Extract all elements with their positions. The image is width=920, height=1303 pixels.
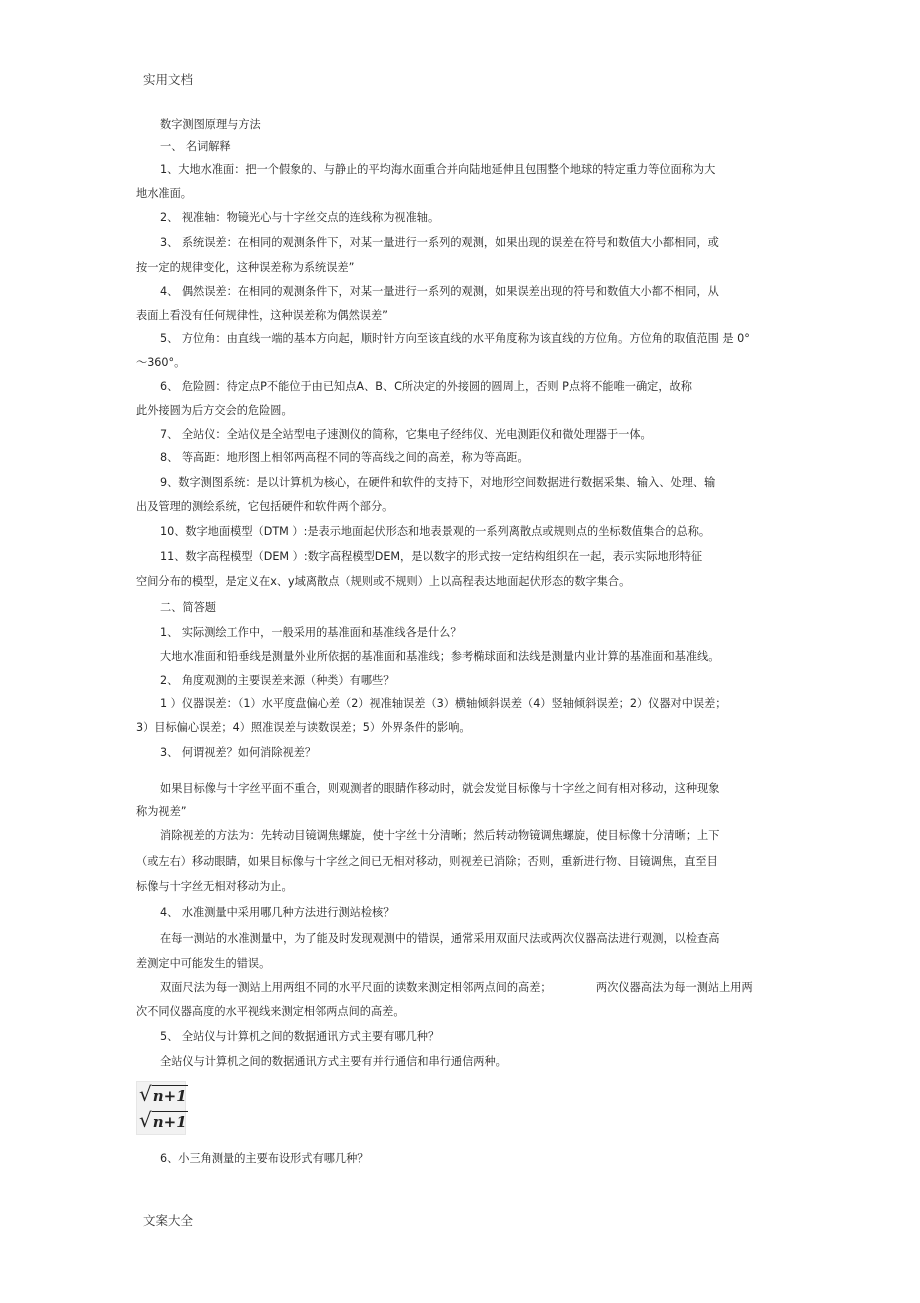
- answer: 两次仪器高法为每一测站上用两: [596, 981, 753, 994]
- definition-item: 2、 视准轴：物镜光心与十字丝交点的连线称为视准轴。: [160, 211, 440, 224]
- formula-image: [136, 1081, 186, 1135]
- definition-item: 7、 全站仪：全站仪是全站型电子速测仪的简称，它集电子经纬仪、光电测距仪和微处理器于一体。: [160, 428, 652, 441]
- answer-cont: 称为视差”: [136, 805, 187, 818]
- radical-icon: √: [139, 1108, 152, 1132]
- definition-item: 10、数字地面模型（DTM ）:是表示地面起伏形态和地表景观的一系列离散点或规则点的坐标数值集合的总称。: [160, 525, 711, 538]
- question: 4、 水准测量中采用哪几种方法进行测站检核？: [160, 906, 395, 919]
- answer-cont: （或左右）移动眼睛，如果目标像与十字丝之间已无相对移动，则视差已消除；否则，重新进行物、目镜调焦，直至目: [136, 855, 718, 868]
- answer: 1 ）仪器误差：（1）水平度盘偏心差（2）视准轴误差（3）横轴倾斜误差（4）竖轴倾斜误差；2）仪器对中误差；: [160, 697, 727, 710]
- answer: 在每一测站的水准测量中，为了能及时发现观测中的错误，通常采用双面尺法或两次仪器高法进行观测，以检查高: [160, 932, 720, 945]
- question: 6、小三角测量的主要布设形式有哪几种？: [160, 1152, 369, 1165]
- answer-cont: 差测定中可能发生的错误。: [136, 957, 271, 970]
- definition-item: 1、大地水准面：把一个假象的、与静止的平均海水面重合并向陆地延伸且包围整个地球的特定重力等位面称为大: [160, 163, 716, 176]
- definition-item-cont: ～360°。: [136, 356, 186, 369]
- answer: 如果目标像与十字丝平面不重合，则观测者的眼睛作移动时，就会发觉目标像与十字丝之间有相对移动，这种现象: [160, 782, 720, 795]
- question: 1、 实际测绘工作中，一般采用的基准面和基准线各是什么？: [160, 626, 462, 639]
- definition-item: 4、 偶然误差：在相同的观测条件下，对某一量进行一系列的观测，如果误差出现的符号和数值大小都不相同，从: [160, 285, 719, 298]
- formula-top: n+1: [152, 1087, 187, 1105]
- answer-cont: 标像与十字丝无相对移动为止。: [136, 880, 293, 893]
- answer-cont: 3）目标偏心误差；4）照准误差与读数误差；5）外界条件的影响。: [136, 721, 471, 734]
- answer: 大地水准面和铅垂线是测量外业所依据的基准面和基准线；参考椭球面和法线是测量内业计算的基准面和基准线。: [160, 650, 720, 663]
- definition-item-cont: 地水准面。: [136, 187, 192, 200]
- formula-bottom: n+1: [152, 1113, 187, 1131]
- definition-item-cont: 出及管理的测绘系统，它包括硬件和软件两个部分。: [136, 500, 394, 513]
- definition-item-cont: 按一定的规律变化，这种误差称为系统误差”: [136, 261, 355, 274]
- definition-item: 6、 危险圆：待定点P不能位于由已知点A、B、C所决定的外接圆的圆周上，否则 P点将不能唯一确定，故称: [160, 380, 692, 393]
- definition-item-cont: 此外接圆为后方交会的危险圆。: [136, 404, 293, 417]
- answer: 消除视差的方法为：先转动目镜调焦螺旋，使十字丝十分清晰；然后转动物镜调焦螺旋，使目标像十分清晰；上下: [160, 829, 720, 842]
- definition-item: 9、数字测图系统：是以计算机为核心，在硬件和软件的支持下，对地形空间数据进行数据采集、输入、处理、输: [160, 476, 716, 489]
- answer: 双面尺法为每一测站上用两组不同的水平尺面的读数来测定相邻两点间的高差；: [160, 981, 552, 994]
- question: 2、 角度观测的主要误差来源（种类）有哪些？: [160, 674, 395, 687]
- page-footer: 文案大全: [143, 1213, 194, 1228]
- definition-item-cont: 空间分布的模型，是定义在x、y域离散点（规则或不规则）上以高程表达地面起伏形态的数字集合。: [136, 575, 631, 588]
- definition-item: 8、 等高距：地形图上相邻两高程不同的等高线之间的高差，称为等高距。: [160, 451, 529, 464]
- answer-cont: 次不同仪器高度的水平视线来测定相邻两点间的高差。: [136, 1005, 405, 1018]
- definition-item: 11、数字高程模型（DEM ）:数字高程模型DEM，是以数字的形式按一定结构组织在一起，表示实际地形特征: [160, 550, 703, 563]
- page-header: 实用文档: [143, 72, 194, 87]
- definition-item: 5、 方位角：由直线一端的基本方向起，顺时针方向至该直线的水平角度称为该直线的方位角。方位角的取值范围 是 0°: [160, 332, 750, 345]
- question: 3、 何谓视差？如何消除视差？: [160, 746, 317, 759]
- radical-icon: √: [139, 1082, 152, 1106]
- definition-item-cont: 表面上看没有任何规律性，这种误差称为偶然误差”: [136, 309, 388, 322]
- document-title: 数字测图原理与方法: [160, 118, 261, 131]
- question: 5、 全站仪与计算机之间的数据通讯方式主要有哪几种？: [160, 1030, 440, 1043]
- section-heading: 一、 名词解释: [160, 140, 231, 153]
- section-heading: 二、简答题: [160, 601, 216, 614]
- definition-item: 3、 系统误差：在相同的观测条件下，对某一量进行一系列的观测，如果出现的误差在符号和数值大小都相同，或: [160, 236, 719, 249]
- answer: 全站仪与计算机之间的数据通讯方式主要有并行通信和串行通信两种。: [160, 1055, 507, 1068]
